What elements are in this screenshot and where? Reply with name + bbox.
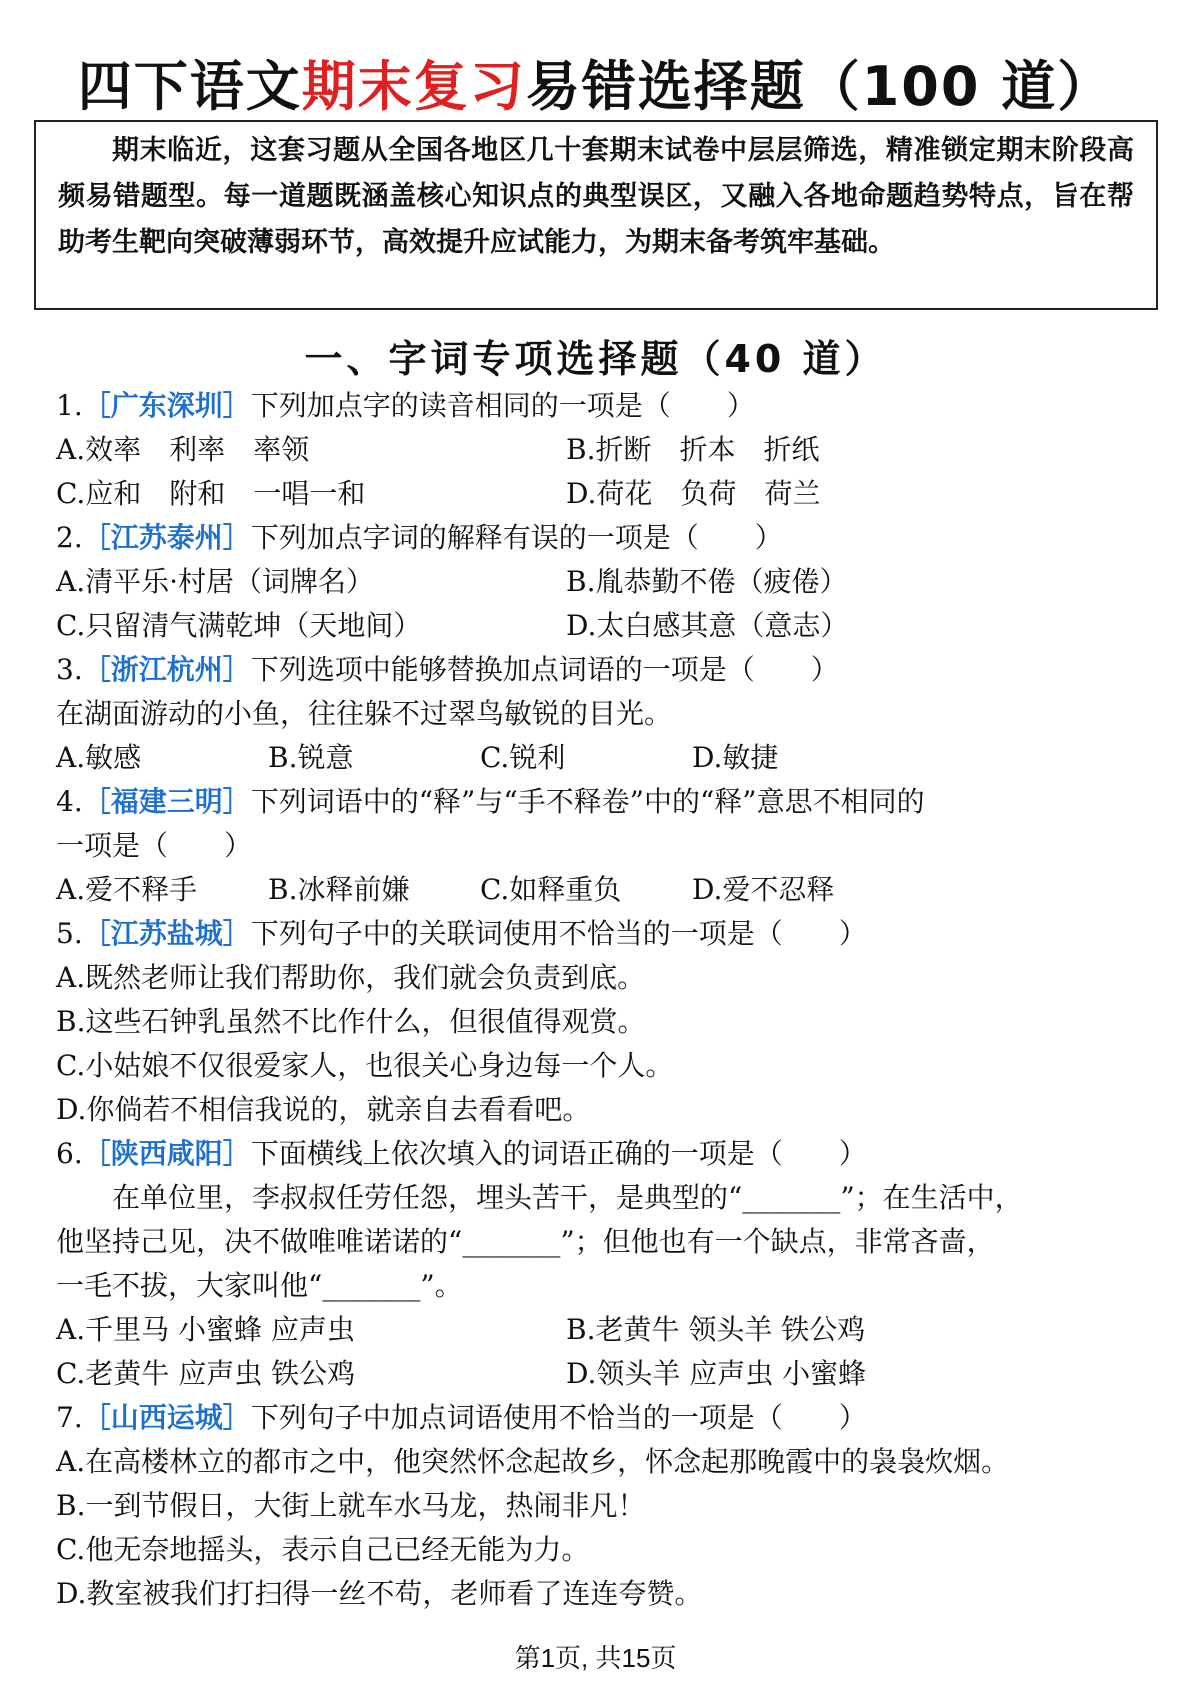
question-stem: 下面横线上依次填入的词语正确的一项是（ ） <box>250 1137 867 1170</box>
option-d[interactable]: D.太白感其意（意志） <box>566 609 849 642</box>
option-b[interactable]: B.折断 折本 折纸 <box>566 433 820 466</box>
option-c[interactable]: C.小姑娘不仅很爱家人，也很关心身边每一个人。 <box>56 1049 674 1082</box>
question-number: 3. <box>56 653 83 686</box>
option-a[interactable]: A.千里马 小蜜蜂 应声虫 <box>56 1313 355 1346</box>
option-a[interactable]: A.效率 利率 率领 <box>56 433 310 466</box>
region-tag: ［浙江杭州］ <box>82 653 251 686</box>
region-tag: ［陕西咸阳］ <box>82 1137 251 1170</box>
question-number: 4. <box>56 785 83 818</box>
question-7-stem <box>56 1396 1146 1440</box>
option-d[interactable]: D.教室被我们打扫得一丝不苟，老师看了连连夸赞。 <box>56 1577 703 1610</box>
option-b[interactable]: B.冰释前嫌 <box>268 873 410 906</box>
option-b[interactable]: B.这些石钟乳虽然不比作什么，但很值得观赏。 <box>56 1005 646 1038</box>
question-number: 7. <box>56 1401 83 1434</box>
option-d[interactable]: D.领头羊 应声虫 小蜜蜂 <box>566 1357 867 1390</box>
title-highlight: 期末复习 <box>301 55 526 118</box>
option-a[interactable]: A.清平乐·村居（词牌名） <box>56 565 375 598</box>
question-3-sentence: 在湖面游动的小鱼，往往躲不过翠鸟敏锐的目光。 <box>56 697 673 730</box>
region-tag: ［江苏泰州］ <box>82 521 251 554</box>
question-3-options <box>56 736 1146 780</box>
option-d[interactable]: D.荷花 负荷 荷兰 <box>566 477 821 510</box>
option-d[interactable]: D.爱不忍释 <box>692 873 835 906</box>
option-b[interactable]: B.老黄牛 领头羊 铁公鸡 <box>566 1313 866 1346</box>
question-stem: 下列词语中的“释”与“手不释卷”中的“释”意思不相同的 <box>250 785 925 818</box>
option-c[interactable]: C.锐利 <box>480 741 566 774</box>
question-4-stem <box>56 780 1146 824</box>
question-list <box>56 384 1146 1616</box>
question-6-options-row-1 <box>56 1308 1146 1352</box>
question-6-options-row-2 <box>56 1352 1146 1396</box>
option-b[interactable]: B.胤恭勤不倦（疲倦） <box>566 565 848 598</box>
intro-text: 期末临近，这套习题从全国各地区几十套期末试卷中层层筛选，精准锁定期末阶段高频易错题型。每一道题既涵盖核心知识点的典型误区，又融入各地命题趋势特点，旨在帮助考生靶向突破薄弱环节，高效提升应试能力，为期末备考筑牢基础。 <box>58 135 1134 258</box>
question-stem: 下列加点字的读音相同的一项是（ ） <box>250 389 755 422</box>
question-stem: 下列选项中能够替换加点词语的一项是（ ） <box>250 653 839 686</box>
question-6-passage-line-3: 一毛不拔，大家叫他“_______”。 <box>56 1269 463 1302</box>
intro-box <box>34 120 1158 310</box>
question-stem: 下列句子中的关联词使用不恰当的一项是（ ） <box>250 917 867 950</box>
title-part-1: 四下语文 <box>77 55 302 118</box>
region-tag: ［山西运城］ <box>82 1401 251 1434</box>
option-c[interactable]: C.老黄牛 应声虫 铁公鸡 <box>56 1357 356 1390</box>
question-number: 1. <box>56 389 83 422</box>
question-6-passage-line-1: 在单位里，李叔叔任劳任怨，埋头苦干，是典型的“_______”；在生活中， <box>112 1181 1023 1214</box>
question-1-stem <box>56 384 1146 428</box>
question-number: 6. <box>56 1137 83 1170</box>
option-d[interactable]: D.你倘若不相信我说的，就亲自去看看吧。 <box>56 1093 591 1126</box>
question-2-stem <box>56 516 1146 560</box>
option-c[interactable]: C.他无奈地摇头，表示自己已经无能为力。 <box>56 1533 590 1566</box>
option-d[interactable]: D.敏捷 <box>692 741 779 774</box>
question-number: 2. <box>56 521 83 554</box>
question-2-options-row-2 <box>56 604 1146 648</box>
option-a[interactable]: A.敏感 <box>56 741 142 774</box>
question-6-passage-line-2: 他坚持己见，决不做唯唯诺诺的“_______”；但他也有一个缺点，非常吝啬， <box>56 1225 995 1258</box>
question-5-stem <box>56 912 1146 956</box>
page-title <box>0 44 1191 121</box>
question-1-options-row-2 <box>56 472 1146 516</box>
question-4-stem-continued: 一项是（ ） <box>56 829 253 862</box>
region-tag: ［江苏盐城］ <box>82 917 251 950</box>
option-a[interactable]: A.在高楼林立的都市之中，他突然怀念起故乡，怀念起那晚霞中的袅袅炊烟。 <box>56 1445 1010 1478</box>
option-c[interactable]: C.只留清气满乾坤（天地间） <box>56 609 422 642</box>
option-b[interactable]: B.锐意 <box>268 741 354 774</box>
question-stem: 下列加点字词的解释有误的一项是（ ） <box>250 521 783 554</box>
option-a[interactable]: A.爱不释手 <box>56 873 198 906</box>
section-title: 一、字词专项选择题（40 道） <box>304 337 887 381</box>
page-footer: 第1页, 共15页 <box>514 1643 677 1673</box>
option-c[interactable]: C.应和 附和 一唱一和 <box>56 477 366 510</box>
title-part-3: 易错选择题（100 道） <box>525 55 1114 118</box>
question-2-options-row-1 <box>56 560 1146 604</box>
option-a[interactable]: A.既然老师让我们帮助你，我们就会负责到底。 <box>56 961 646 994</box>
question-number: 5. <box>56 917 83 950</box>
question-6-stem <box>56 1132 1146 1176</box>
question-stem: 下列句子中加点词语使用不恰当的一项是（ ） <box>250 1401 867 1434</box>
region-tag: ［广东深圳］ <box>82 389 251 422</box>
option-b[interactable]: B.一到节假日，大街上就车水马龙，热闹非凡！ <box>56 1489 646 1522</box>
region-tag: ［福建三明］ <box>82 785 251 818</box>
question-4-options <box>56 868 1146 912</box>
option-c[interactable]: C.如释重负 <box>480 873 622 906</box>
question-3-stem <box>56 648 1146 692</box>
question-1-options-row-1 <box>56 428 1146 472</box>
